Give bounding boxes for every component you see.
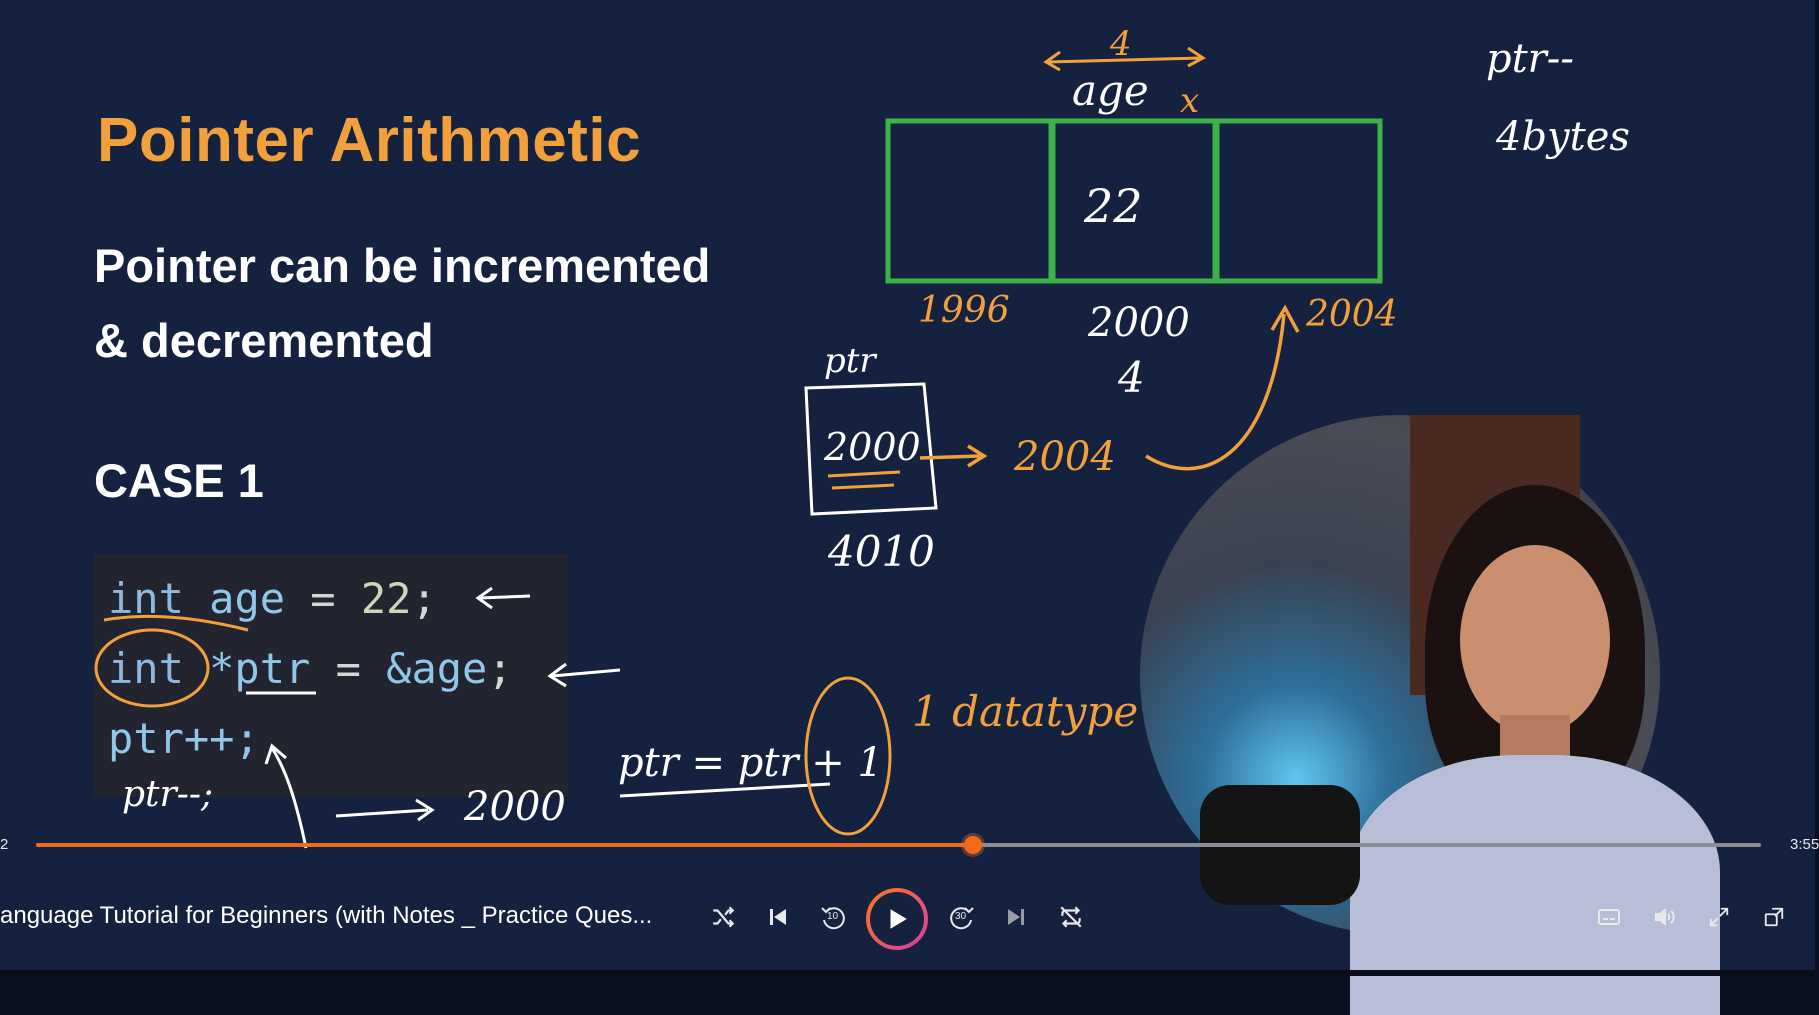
address-2000: 2000 bbox=[1088, 300, 1190, 346]
code-number: 22 bbox=[360, 574, 412, 623]
slide-text-line-2: & decremented bbox=[94, 314, 434, 367]
ptr-value: 2000 bbox=[824, 425, 921, 469]
ptr-box-label: ptr bbox=[824, 341, 876, 381]
code-operator: = bbox=[285, 574, 361, 623]
webcam-presenter-face bbox=[1460, 545, 1610, 735]
webcam-presenter-hoodie bbox=[1350, 755, 1720, 1015]
repeat-button[interactable] bbox=[1056, 902, 1086, 932]
forward-button[interactable] bbox=[945, 900, 979, 934]
code-line-3: ptr++; bbox=[108, 714, 260, 763]
int-underline bbox=[104, 616, 248, 630]
code-arrows bbox=[266, 588, 620, 848]
formula: ptr = ptr + 1 bbox=[618, 740, 883, 786]
video-title: anguage Tutorial for Beginners (with Notes _ Practice Ques... bbox=[0, 902, 653, 929]
note-4-bytes: 4bytes bbox=[1496, 114, 1630, 160]
subtitles-icon bbox=[1597, 907, 1621, 927]
skip-next-icon bbox=[1004, 905, 1028, 929]
time-elapsed: 2 bbox=[0, 836, 9, 853]
ptr-value-underline bbox=[828, 472, 900, 488]
skip-previous-icon bbox=[766, 905, 790, 929]
next-button[interactable] bbox=[1001, 902, 1031, 932]
play-icon bbox=[884, 906, 910, 932]
case-label: CASE 1 bbox=[94, 454, 264, 507]
previous-button[interactable] bbox=[763, 902, 793, 932]
width-label: 4 bbox=[1110, 24, 1132, 64]
ptr-address: 4010 bbox=[828, 527, 935, 576]
slide-title: Pointer Arithmetic bbox=[97, 106, 642, 175]
int-circle bbox=[96, 630, 208, 706]
volume-icon bbox=[1652, 905, 1676, 929]
code-operator: = bbox=[310, 644, 387, 693]
fullscreen-button[interactable] bbox=[1705, 903, 1733, 931]
address-1996: 1996 bbox=[918, 290, 1010, 331]
popout-icon bbox=[1763, 906, 1785, 928]
fullscreen-icon bbox=[1708, 906, 1730, 928]
code-keyword: int bbox=[108, 574, 184, 623]
time-total: 3:55 bbox=[1790, 836, 1819, 853]
cell-value: 22 bbox=[1084, 179, 1143, 233]
address-2004: 2004 bbox=[1306, 294, 1398, 335]
age-label: age bbox=[1072, 66, 1149, 115]
note-ptr-decrement: ptr-- bbox=[1486, 36, 1574, 82]
rewind-button[interactable] bbox=[816, 900, 850, 934]
code-pointer-decl: *ptr bbox=[183, 644, 311, 693]
slide-text-line-1: Pointer can be incremented bbox=[94, 239, 711, 292]
rewind-seconds: 10 bbox=[827, 911, 839, 922]
code-semicolon: ; bbox=[411, 574, 437, 623]
decrement-result: 2000 bbox=[464, 784, 566, 830]
code-keyword: int bbox=[108, 644, 184, 693]
shuffle-icon bbox=[710, 904, 736, 930]
shuffle-button[interactable] bbox=[708, 902, 738, 932]
progress-bar[interactable] bbox=[36, 843, 1761, 847]
volume-button[interactable] bbox=[1650, 903, 1678, 931]
memory-cell-right bbox=[1217, 121, 1380, 281]
memory-cell-left bbox=[888, 121, 1051, 281]
subtitles-button[interactable] bbox=[1595, 903, 1623, 931]
code-semicolon: ; bbox=[487, 644, 513, 693]
forward-seconds: 30 bbox=[955, 911, 967, 922]
repeat-icon bbox=[1058, 904, 1084, 930]
under-2000-mark: 4 bbox=[1118, 353, 1145, 402]
bottom-edge bbox=[0, 970, 1815, 976]
x-mark: x bbox=[1180, 81, 1200, 121]
play-button[interactable] bbox=[866, 888, 928, 950]
popout-button[interactable] bbox=[1760, 903, 1788, 931]
webcam-overlay bbox=[1140, 415, 1660, 935]
datatype-note: 1 datatype bbox=[912, 687, 1139, 736]
decrement-note: ptr--; bbox=[122, 774, 214, 815]
code-variable: age bbox=[209, 574, 286, 623]
progress-fill bbox=[36, 843, 973, 847]
code-address-of: &age bbox=[386, 644, 488, 693]
ptr-next-value: 2004 bbox=[1014, 434, 1116, 480]
